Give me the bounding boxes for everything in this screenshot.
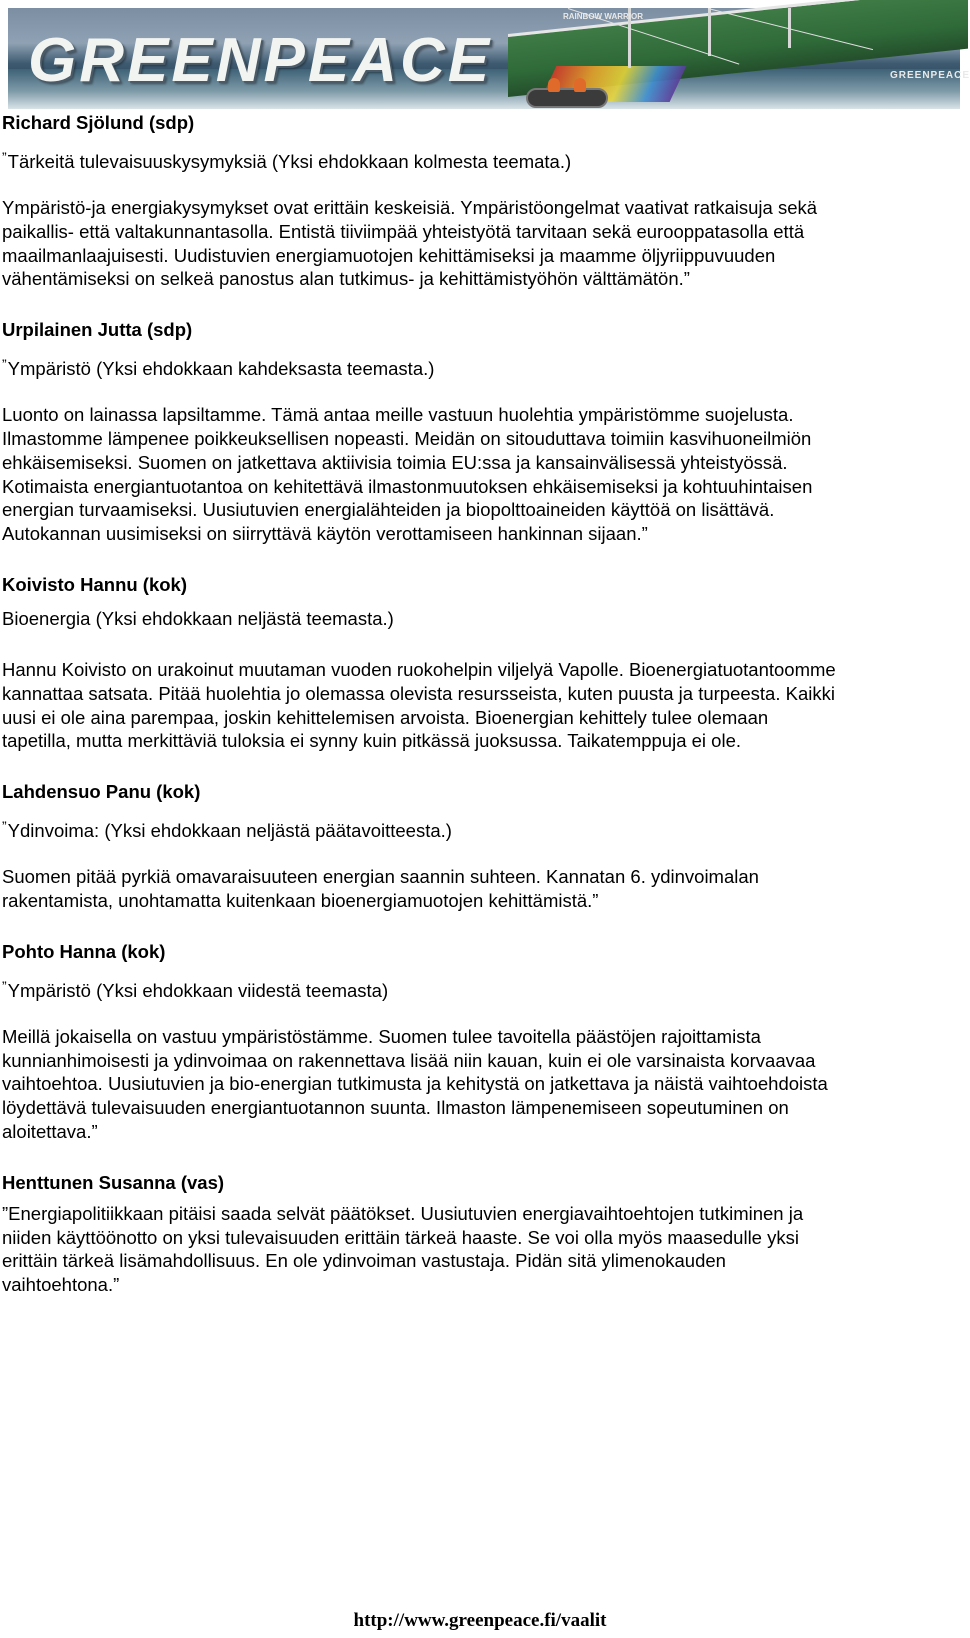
candidate-name: Koivisto Hannu (kok) (2, 573, 188, 595)
statement-line: ”Energiapolitiikkaan pitäisi saada selvät päätökset. Uusiutuvien energiavaihtoehtojen tutkiminen ja (2, 1202, 804, 1224)
quote-mark: ” (2, 356, 7, 373)
statement-line: kannattaa satsata. Pitää huolehtia jo olemassa olevista resursseista, kuten puusta ja turpeesta. Kaikki (2, 682, 835, 704)
greenpeace-banner (8, 8, 970, 109)
entry-spacer (2, 913, 954, 937)
topic-text: Bioenergia (Yksi ehdokkaan neljästä teemasta.) (2, 607, 394, 629)
entry-spacer (2, 546, 954, 570)
candidate-statement (2, 403, 954, 546)
statement-line: erittäin tärkeä lisämahdollisuus. En ole ydinvoiman vastustaja. Pidän sitä ylimenokauden (2, 1250, 726, 1272)
topic-text: Ympäristö (Yksi ehdokkaan kahdeksasta teemasta.) (7, 358, 435, 380)
topic-text: Tärkeitä tulevaisuuskysymyksiä (Yksi ehdokkaan kolmesta teemata.) (7, 151, 572, 172)
statement-line: löydettävä tulevaisuuden energiantuotannon suunta. Ilmaston lämpenemiseen sopeutuminen on (2, 1097, 789, 1119)
statement-line: aloitettava.” (2, 1120, 98, 1142)
statement-line: Ilmastomme lämpenee poikkeuksellisen nopeasti. Meidän on sitouduttava toimiin kasvihuoneilmiön (2, 427, 812, 449)
statement-line: paikallis- että valtakunnantasolla. Entistä tiiviimpää yhteistyötä tarvitaan sekä eurooppatasolla että (2, 220, 805, 242)
entry-spacer (2, 753, 954, 777)
statement-line: Autokannan uusimiseksi on siirryttävä käytön verottamiseen hankinnan sijaan.” (2, 523, 648, 545)
candidate-entry (2, 570, 954, 777)
candidate-statement (2, 196, 954, 291)
statement-line: vaihtoehtoa. Uusiutuvien ja bio-energian tutkimusta ja kehitystä on jatkettava ja näistä vaihtoehdoista (2, 1073, 828, 1095)
candidate-entry (2, 108, 954, 315)
boat-person (574, 78, 586, 92)
statement-line: Hannu Koivisto on urakoinut muutaman vuoden ruokohelpin viljelyä Vapolle. Bioenergiatuotantoomme (2, 658, 836, 680)
hull-text: GREENPEACE (890, 70, 970, 81)
candidate-topic (2, 811, 954, 865)
statement-line: niiden käyttöönotto on yksi tulevaisuuden erittäin tärkeä haaste. Se voi olla myös maasedulle yksi (2, 1226, 799, 1248)
candidate-statement (2, 1202, 954, 1297)
candidate-entry (2, 937, 954, 1168)
ship-mast (708, 8, 711, 56)
statement-line: vaihtoehtona.” (2, 1274, 120, 1296)
candidate-topic (2, 349, 954, 403)
topic-text: Ydinvoima: (Yksi ehdokkaan neljästä päätavoitteesta.) (7, 820, 452, 842)
ship-name: RAINBOW WARRIOR (563, 12, 643, 21)
statement-line: kunnianhimoisesti ja ydinvoimaa on rakennettava lisää niin kauan, kuin ei ole varsinaista korvaavaa (2, 1049, 816, 1071)
statement-line: maailmanlaajuisesti. Uudistuvien energiamuotojen kehittämiseksi ja maamme öljyriippuvuuden (2, 244, 776, 266)
statement-line: ehkäisemiseksi. Suomen on jatkettava aktiivisia toimia EU:ssa ja kansainvälisessä yhteistyössä. (2, 451, 788, 473)
candidate-name: Lahdensuo Panu (kok) (2, 781, 201, 803)
quote-mark: ” (2, 149, 7, 165)
inflatable-boat (526, 88, 608, 108)
entry-spacer (2, 1144, 954, 1168)
statement-line: energian turvaamiseksi. Uusiutuvien energialähteiden ja biopolttoaineiden käyttöä on lisättävä. (2, 499, 775, 521)
entry-spacer (2, 291, 954, 315)
footer-url: http://www.greenpeace.fi/vaalit (353, 1610, 607, 1631)
candidate-name: Richard Sjölund (sdp) (2, 112, 195, 133)
candidate-name: Henttunen Susanna (vas) (2, 1171, 225, 1193)
statement-line: rakentamista, unohtamatta kuitenkaan bioenergiamuotojen kehittämistä.” (2, 889, 599, 911)
candidate-entry (2, 1168, 954, 1321)
candidate-entry (2, 777, 954, 937)
candidate-statement (2, 1025, 954, 1144)
topic-text: Ympäristö (Yksi ehdokkaan viidestä teemasta) (7, 979, 389, 1001)
candidate-statement (2, 658, 954, 753)
candidate-entry (2, 315, 954, 570)
statement-line: Kotimaista energiantuotantoa on kehitettävä ilmastonmuutoksen ehkäisemiseksi ja kohtuuhintaisen (2, 475, 813, 497)
statement-line: Ympäristö-ja energiakysymykset ovat erittäin keskeisiä. Ympäristöongelmat vaativat ratkaisuja sekä (2, 197, 818, 218)
quote-mark: ” (2, 977, 7, 994)
statement-line: tapetilla, mutta merkittäviä tuloksia ei synny kuin pitkässä juoksussa. Taikatemppuja ei ole. (2, 730, 741, 752)
statement-line: vähentämiseksi on selkeä panostus alan tutkimus- ja kehittämistyöhön välttämätön.” (2, 268, 690, 290)
statement-line: Suomen pitää pyrkiä omavaraisuuteen energian saannin suhteen. Kannatan 6. ydinvoimalan (2, 866, 759, 888)
quote-mark: ” (2, 818, 7, 835)
boat-person (548, 78, 560, 92)
statement-line: uusi ei ole aina parempaa, joskin kehittelemisen arvoista. Bioenergian kehittely tulee olemaan (2, 706, 769, 728)
candidate-topic (2, 971, 954, 1025)
statement-line: Luonto on lainassa lapsiltamme. Tämä antaa meille vastuun huolehtia ympäristömme suojelusta. (2, 404, 794, 426)
candidate-statements (2, 108, 954, 1321)
candidate-name: Urpilainen Jutta (sdp) (2, 319, 193, 341)
candidate-statement (2, 865, 954, 913)
greenpeace-logo: GREENPEACE (28, 26, 493, 95)
candidate-topic (2, 604, 954, 658)
statement-line: Meillä jokaisella on vastuu ympäristöstämme. Suomen tulee tavoitella päästöjen rajoittamista (2, 1025, 761, 1047)
entry-spacer (2, 1297, 954, 1321)
candidate-topic (2, 142, 954, 196)
candidate-name: Pohto Hanna (kok) (2, 940, 166, 962)
